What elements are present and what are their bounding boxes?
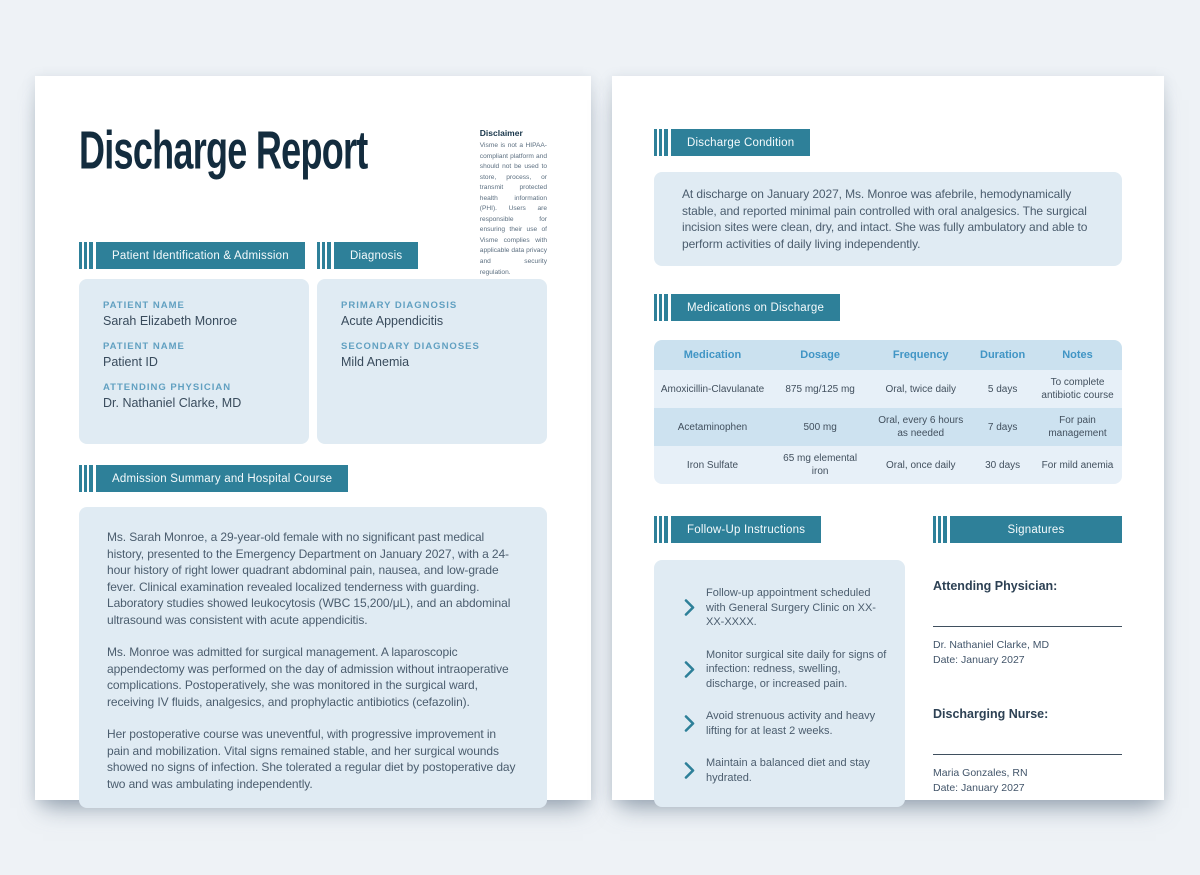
column-header-dosage: Dosage bbox=[771, 340, 869, 370]
signature-role: Discharging Nurse: bbox=[933, 707, 1049, 721]
condition-section-header bbox=[654, 129, 1122, 156]
followup-section-header bbox=[654, 516, 905, 543]
secondary-diagnoses-field bbox=[341, 341, 523, 369]
table-row bbox=[654, 446, 1122, 484]
signatures-column bbox=[933, 516, 1122, 807]
followup-item-text: Avoid strenuous activity and heavy lifting for at least 2 weeks. bbox=[706, 710, 876, 737]
medications-section-header bbox=[654, 294, 1122, 321]
condition-text: At discharge on January 2027, Ms. Monroe was afebrile, hemodynamically stable, and reported minimal pain controlled with oral analgesics. The surgical incision sites were clean, dry, and intact. She was fully ambulatory and able to perform activities of daily living independently. bbox=[682, 187, 1088, 251]
cell-duration: 5 days bbox=[972, 370, 1033, 408]
cell-duration: 7 days bbox=[972, 408, 1033, 446]
followup-item-text: Maintain a balanced diet and stay hydrated. bbox=[706, 757, 870, 784]
medications-table-header-row bbox=[654, 340, 1122, 370]
nurse-signature-block bbox=[933, 707, 1122, 795]
chevron-right-icon bbox=[684, 599, 706, 616]
disclaimer-block bbox=[479, 122, 547, 276]
cell-dosage: 65 mg elemental iron bbox=[771, 446, 869, 484]
field-label: ATTENDING PHYSICIAN bbox=[103, 382, 232, 393]
summary-section-header bbox=[79, 465, 547, 492]
section-stripes-icon bbox=[933, 516, 947, 543]
cell-notes: To complete antibiotic course bbox=[1033, 370, 1122, 408]
signatures-section-header bbox=[933, 516, 1122, 543]
attending-physician-field bbox=[103, 382, 285, 410]
chevron-right-icon bbox=[684, 762, 706, 779]
patient-card bbox=[79, 279, 309, 444]
report-page-1 bbox=[35, 76, 591, 800]
column-header-frequency: Frequency bbox=[869, 340, 972, 370]
diagnosis-column bbox=[317, 242, 547, 444]
cell-medication: Amoxicillin-Clavulanate bbox=[654, 370, 771, 408]
followup-signatures-row bbox=[654, 516, 1122, 807]
patient-section-header bbox=[79, 242, 309, 269]
field-label: PRIMARY DIAGNOSIS bbox=[341, 300, 458, 311]
page-title: Discharge Report bbox=[79, 119, 368, 181]
field-label: PATIENT NAME bbox=[103, 341, 185, 352]
field-value: Sarah Elizabeth Monroe bbox=[103, 314, 238, 328]
field-value: Acute Appendicitis bbox=[341, 314, 444, 328]
followup-item-text: Monitor surgical site daily for signs of infection: redness, swelling, discharge, or increased pain. bbox=[706, 648, 887, 690]
list-item bbox=[684, 756, 887, 785]
list-item bbox=[684, 648, 887, 692]
cell-notes: For pain management bbox=[1033, 408, 1122, 446]
field-label: PATIENT NAME bbox=[103, 300, 185, 311]
patient-column bbox=[79, 242, 309, 444]
cell-medication: Iron Sulfate bbox=[654, 446, 771, 484]
disclaimer-heading: Disclaimer bbox=[479, 128, 523, 138]
summary-section-title: Admission Summary and Hospital Course bbox=[96, 465, 348, 492]
report-page-2 bbox=[612, 76, 1164, 800]
column-header-notes: Notes bbox=[1033, 340, 1122, 370]
cell-frequency: Oral, every 6 hours as needed bbox=[869, 408, 972, 446]
cell-medication: Acetaminophen bbox=[654, 408, 771, 446]
chevron-right-icon bbox=[684, 715, 706, 732]
followup-column bbox=[654, 516, 905, 807]
table-row bbox=[654, 408, 1122, 446]
signature-role: Attending Physician: bbox=[933, 579, 1058, 593]
field-label: SECONDARY DIAGNOSES bbox=[341, 341, 480, 352]
cell-notes: For mild anemia bbox=[1033, 446, 1122, 484]
diagnosis-section-header bbox=[317, 242, 547, 269]
signatures-section-title: Signatures bbox=[950, 516, 1122, 543]
physician-signature-block bbox=[933, 579, 1122, 667]
field-value: Patient ID bbox=[103, 355, 158, 369]
cell-frequency: Oral, twice daily bbox=[869, 370, 972, 408]
signature-date: Date: January 2027 bbox=[933, 654, 1025, 666]
section-stripes-icon bbox=[654, 294, 668, 321]
signature-date: Date: January 2027 bbox=[933, 782, 1025, 794]
cell-frequency: Oral, once daily bbox=[869, 446, 972, 484]
signature-line bbox=[933, 754, 1122, 755]
summary-paragraph: Ms. Sarah Monroe, a 29-year-old female with no significant past medical history, presented to the Emergency Department on January 2027, with a 24-hour history of right lower quadrant abdominal pain, nausea, and low-grade fever. Clinical examination revealed localized tenderness with guarding. Laboratory studies showed leukocytosis (WBC 15,200/μL), and an abdominal ultrasound was consistent with acute appendicitis. bbox=[107, 530, 511, 627]
patient-diagnosis-row bbox=[79, 242, 547, 444]
patient-name-field bbox=[103, 300, 285, 328]
medications-table bbox=[654, 340, 1122, 484]
summary-paragraph: Ms. Monroe was admitted for surgical management. A laparoscopic appendectomy was performed on the day of admission without intraoperative complications. Postoperatively, she was monitored in the surgical ward, receiving IV fluids, analgesics, and prophylactic antibiotics (cefazolin). bbox=[107, 645, 509, 709]
section-stripes-icon bbox=[654, 516, 668, 543]
chevron-right-icon bbox=[684, 661, 706, 678]
signature-line bbox=[933, 626, 1122, 627]
column-header-medication: Medication bbox=[654, 340, 771, 370]
medications-section-title: Medications on Discharge bbox=[671, 294, 840, 321]
diagnosis-card bbox=[317, 279, 547, 444]
column-header-duration: Duration bbox=[972, 340, 1033, 370]
signature-name: Dr. Nathaniel Clarke, MD bbox=[933, 639, 1050, 651]
field-value: Mild Anemia bbox=[341, 355, 410, 369]
signature-name: Maria Gonzales, RN bbox=[933, 767, 1028, 779]
followup-card bbox=[654, 560, 905, 807]
patient-id-field bbox=[103, 341, 285, 369]
diagnosis-section-title: Diagnosis bbox=[334, 242, 418, 269]
summary-paragraph: Her postoperative course was uneventful, with progressive improvement in pain and mobilization. Vital signs remained stable, and her surgical wounds showed no signs of infection. She tolerated a regular diet by postoperative day two and was ambulating independently. bbox=[107, 727, 516, 791]
disclaimer-text: Visme is not a HIPAA-compliant platform and should not be used to store, process, or transmit protected health information (PHI). Users are responsible for ensuring their use of Visme complies with applicable data privacy and security regulation. bbox=[479, 142, 547, 276]
cell-dosage: 500 mg bbox=[771, 408, 869, 446]
patient-section-title: Patient Identification & Admission bbox=[96, 242, 305, 269]
list-item bbox=[684, 586, 887, 630]
section-stripes-icon bbox=[654, 129, 668, 156]
list-item bbox=[684, 709, 887, 738]
condition-card bbox=[654, 172, 1122, 266]
cell-duration: 30 days bbox=[972, 446, 1033, 484]
condition-section-title: Discharge Condition bbox=[671, 129, 810, 156]
table-row bbox=[654, 370, 1122, 408]
summary-card bbox=[79, 507, 547, 808]
section-stripes-icon bbox=[79, 465, 93, 492]
primary-diagnosis-field bbox=[341, 300, 523, 328]
section-stripes-icon bbox=[317, 242, 331, 269]
field-value: Dr. Nathaniel Clarke, MD bbox=[103, 396, 242, 410]
followup-section-title: Follow-Up Instructions bbox=[671, 516, 821, 543]
cell-dosage: 875 mg/125 mg bbox=[771, 370, 869, 408]
section-stripes-icon bbox=[79, 242, 93, 269]
followup-item-text: Follow-up appointment scheduled with General Surgery Clinic on XX-XX-XXXX. bbox=[706, 587, 876, 628]
